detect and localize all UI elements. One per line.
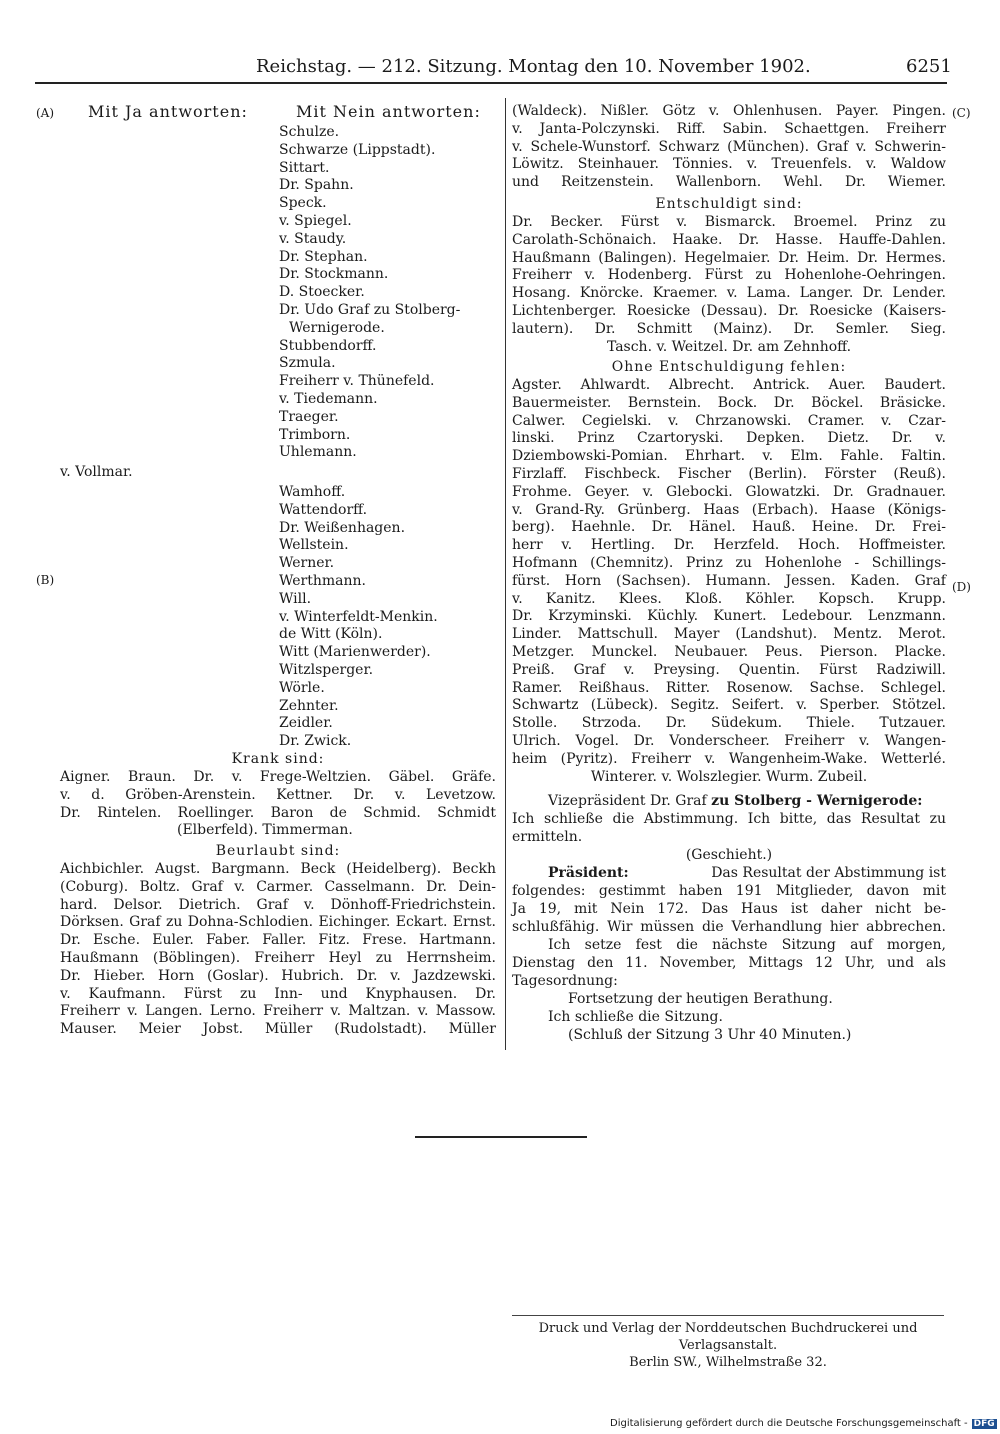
next-session-text xyxy=(512,937,946,990)
text-line: Schwartz (Lübeck). Segitz. Seifert. v. Sperber. Stötzel. xyxy=(512,697,946,714)
text-line: Löwitz. Steinhauer. Tönnies. v. Treuenfels. v. Waldow xyxy=(512,156,946,173)
end-rule xyxy=(415,1136,587,1138)
footer-text: Digitalisierung gefördert durch die Deutsche Forschungsgemeinschaft - xyxy=(610,1418,968,1429)
praesident-line xyxy=(548,865,946,883)
list-item: Speck. xyxy=(279,195,327,212)
list-item: v. Spiegel. xyxy=(279,212,352,229)
text-line: Tasch. v. Weitzel. Dr. am Zehnhoff. xyxy=(606,338,852,355)
text-line: Stolle. Strzoda. Dr. Südekum. Thiele. Tutzauer. xyxy=(512,715,946,732)
stage-direction: (Geschieht.) xyxy=(685,847,773,863)
nein-heading: Mit Nein antworten: xyxy=(296,102,481,121)
list-item: Wattendorff. xyxy=(279,501,368,518)
text-line: v. d. Gröben-Arenstein. Kettner. Dr. v. Levetzow. xyxy=(60,786,496,803)
text-line: Dienstag den 11. November, Mittags 12 Uhr, und als xyxy=(512,954,946,971)
page-header xyxy=(0,56,1000,80)
list-item: Schulze. xyxy=(279,124,340,140)
text-line: ermitteln. xyxy=(512,828,583,845)
list-item: v. Staudy. xyxy=(279,230,347,247)
text-line: berg). Haehnle. Dr. Hänel. Hauß. Heine. Dr. Frei- xyxy=(512,519,946,536)
closing-text: Ich schließe die Sitzung. xyxy=(548,1009,723,1025)
text-line: Aigner. Braun. Dr. v. Frege-Weltzien. Gäbel. Gräfe. xyxy=(60,769,496,785)
margin-mark-c: (C) xyxy=(952,106,971,120)
text-line: Hofmann (Chemnitz). Prinz zu Hohenlohe - Schillings- xyxy=(512,554,946,571)
list-item: Witt (Marienwerder). xyxy=(279,644,431,661)
text-line: Freiherr v. Langen. Lerno. Freiherr v. Maltzan. v. Massow. xyxy=(60,1003,496,1020)
text-line: Firzlaff. Fischbeck. Fischer (Berlin). Förster (Reuß). xyxy=(512,465,946,482)
text-line: v. Grand-Ry. Grünberg. Haas (Erbach). Haase (Königs- xyxy=(512,501,946,518)
speaker-name: zu Stolberg - Wernigerode: xyxy=(711,793,923,809)
list-item: D. Stoecker. xyxy=(279,284,365,301)
list-item: Dr. Stephan. xyxy=(279,248,368,265)
text-line: Haußmann (Böblingen). Freiherr Heyl zu Herrnsheim. xyxy=(60,949,496,966)
imprint-rule xyxy=(512,1315,944,1316)
list-item: Wamhoff. xyxy=(279,484,346,500)
list-item: Dr. Weißenhagen. xyxy=(279,519,406,536)
list-item: Wörle. xyxy=(279,679,325,696)
text-line: Tagesordnung: xyxy=(512,972,618,989)
ohne-list xyxy=(512,377,946,786)
text-line: v. Janta-Polczynski. Riff. Sabin. Schaettgen. Freiherr xyxy=(512,120,946,137)
list-item: v. Tiedemann. xyxy=(279,390,378,407)
list-item: Stubbendorff. xyxy=(279,337,377,354)
list-item: de Witt (Köln). xyxy=(279,626,383,643)
text-line: Freiherr v. Hodenberg. Fürst zu Hohenlohe-Oehringen. xyxy=(512,267,946,284)
list-item: Witzlsperger. xyxy=(279,661,374,678)
list-item: Wernigerode. xyxy=(289,319,385,336)
text-line: lautern). Dr. Schmitt (Mainz). Dr. Semler. Sieg. xyxy=(512,320,946,337)
text-line: Carolath-Schönaich. Haake. Dr. Hasse. Hauffe-Dahlen. xyxy=(512,231,946,248)
text-line: Aichbichler. Augst. Bargmann. Beck (Heidelberg). Beckh xyxy=(60,861,496,877)
text-line: schlußfähig. Wir müssen die Verhandlung hier abbrechen. xyxy=(512,918,946,935)
text-line: Dr. Krzyminski. Küchly. Kunert. Ledebour. Lenzmann. xyxy=(512,608,946,625)
margin-mark-d: (D) xyxy=(952,580,971,594)
list-item: Szmula. xyxy=(279,355,336,372)
imprint-line: Druck und Verlag der Norddeutschen Buchdruckerei und Verlagsanstalt. xyxy=(538,1321,918,1353)
text-line: (Coburg). Boltz. Graf v. Carmer. Casselmann. Dr. Dein- xyxy=(60,878,496,895)
text-line: Dr. Becker. Fürst v. Bismarck. Broemel. Prinz zu xyxy=(512,214,946,230)
list-item: Uhlemann. xyxy=(279,444,357,461)
text-line: Agster. Ahlwardt. Albrecht. Antrick. Auer. Baudert. xyxy=(512,377,946,393)
text-line: Ramer. Reißhaus. Ritter. Rosenow. Sachse. Schlegel. xyxy=(512,679,946,696)
text-line: Preiß. Graf v. Preysing. Quentin. Fürst Radziwill. xyxy=(512,661,946,678)
list-item: Zehnter. xyxy=(279,697,339,714)
text-line: Ich setze fest die nächste Sitzung auf morgen, xyxy=(548,937,946,953)
column-divider xyxy=(505,98,506,1050)
entschuldigt-heading: Entschuldigt sind: xyxy=(655,196,803,212)
text-line: und Reitzenstein. Wallenborn. Wehl. Dr. Wiemer. xyxy=(512,174,946,191)
text-line: Mauser. Meier Jobst. Müller (Rudolstadt). Müller xyxy=(60,1021,496,1038)
text-line: Ulrich. Vogel. Dr. Vonderscheer. Freiherr v. Wangen- xyxy=(512,732,946,749)
text-line: linski. Prinz Czartoryski. Depken. Dietz. Dr. v. xyxy=(512,430,946,447)
nein-list-1 xyxy=(279,124,460,462)
beurlaubt-list xyxy=(60,861,496,1039)
dfg-logo: DFG xyxy=(973,1419,995,1429)
list-item: Wellstein. xyxy=(279,537,349,554)
praesident-speech xyxy=(512,883,946,936)
text-line: Ich schließe die Abstimmung. Ich bitte, das Resultat zu xyxy=(512,811,946,827)
ohne-heading: Ohne Entschuldigung fehlen: xyxy=(611,359,847,375)
text-line: Ja 19, mit Nein 172. Das Haus ist daher nicht be- xyxy=(512,900,946,917)
text-line: Winterer. v. Wolszlegier. Wurm. Zubeil. xyxy=(590,768,868,785)
text-line: Calwer. Cegielski. v. Chrzanowski. Cramer. v. Czar- xyxy=(512,412,946,429)
text-line: Das Resultat der Abstimmung ist xyxy=(711,865,946,881)
text-line: (Waldeck). Nißler. Götz v. Ohlenhusen. Payer. Pingen. xyxy=(512,103,946,119)
digitization-footer xyxy=(610,1418,997,1429)
margin-mark-a: (A) xyxy=(36,106,55,120)
text-line: Dr. Hieber. Horn (Goslar). Hubrich. Dr. v. Jazdzewski. xyxy=(60,967,496,984)
ja-heading: Mit Ja antworten: xyxy=(88,102,248,121)
text-line: fürst. Horn (Sachsen). Humann. Jessen. Kaden. Graf xyxy=(512,572,946,589)
nein-list-2 xyxy=(279,484,438,751)
list-item: v. Winterfeldt-Menkin. xyxy=(279,608,438,625)
list-item: Schwarze (Lippstadt). xyxy=(279,141,436,158)
agenda-item: Fortsetzung der heutigen Berathung. xyxy=(568,991,833,1007)
beurlaubt-heading: Beurlaubt sind: xyxy=(215,843,341,859)
text-line: Dr. Rintelen. Roellinger. Baron de Schmid. Schmidt xyxy=(60,804,496,821)
list-item: Dr. Stockmann. xyxy=(279,266,389,283)
vizepraesident-speech xyxy=(512,811,946,847)
vizepraesident-line xyxy=(548,793,922,811)
text-line: Lichtenberger. Roesicke (Dessau). Dr. Roesicke (Kaisers- xyxy=(512,302,946,319)
text-line: (Elberfeld). Timmerman. xyxy=(177,822,353,839)
continued-list xyxy=(512,103,946,192)
text-line: v. Schele-Wunstorf. Schwarz (München). Graf v. Schwerin- xyxy=(512,138,946,155)
list-item: Sittart. xyxy=(279,159,330,176)
text-line: heim (Pyritz). Freiherr v. Wangenheim-Wake. Wetterlé. xyxy=(512,750,946,767)
ja-list-item: v. Vollmar. xyxy=(60,464,133,480)
text-line: Dziembowski-Pomian. Ehrhart. v. Elm. Fahle. Faltin. xyxy=(512,448,946,465)
page-number: 6251 xyxy=(906,56,952,77)
list-item: Traeger. xyxy=(279,408,339,425)
text-line: herr v. Hertling. Dr. Herzfeld. Hoch. Hoffmeister. xyxy=(512,537,946,554)
imprint xyxy=(512,1320,944,1371)
text-line: Haußmann (Balingen). Hegelmaier. Dr. Heim. Dr. Hermes. xyxy=(512,249,946,266)
text-line: hard. Delsor. Dietrich. Graf v. Dönhoff-Friedrichstein. xyxy=(60,896,496,913)
list-item: Zeidler. xyxy=(279,715,333,732)
text-line: Bauermeister. Bernstein. Bock. Dr. Böckel. Bräsicke. xyxy=(512,394,946,411)
krank-list xyxy=(60,769,496,840)
speaker-label: Präsident: xyxy=(548,865,629,881)
text-line: Hosang. Knörcke. Kraemer. v. Lama. Langer. Dr. Lender. xyxy=(512,285,946,302)
text-line: Dr. Esche. Euler. Faber. Faller. Fitz. Frese. Hartmann. xyxy=(60,932,496,949)
closing-time: (Schluß der Sitzung 3 Uhr 40 Minuten.) xyxy=(568,1027,852,1043)
text-line: Linder. Mattschull. Mayer (Landshut). Mentz. Merot. xyxy=(512,626,946,643)
entschuldigt-list xyxy=(512,214,946,356)
list-item: Dr. Zwick. xyxy=(279,733,352,750)
margin-mark-b: (B) xyxy=(36,573,55,587)
text-line: v. Kanitz. Klees. Kloß. Köhler. Kopsch. Krupp. xyxy=(512,590,946,607)
list-item: Trimborn. xyxy=(279,426,351,443)
list-item: Werner. xyxy=(279,555,335,572)
speaker-label: Vizepräsident Dr. Graf xyxy=(548,793,707,809)
list-item: Dr. Spahn. xyxy=(279,177,354,194)
krank-heading: Krank sind: xyxy=(231,751,325,767)
list-item: Dr. Udo Graf zu Stolberg- xyxy=(279,301,461,318)
list-item: Werthmann. xyxy=(279,572,366,589)
text-line: Metzger. Munckel. Neubauer. Peus. Pierson. Placke. xyxy=(512,643,946,660)
header-rule xyxy=(35,82,947,84)
text-line: Frohme. Geyer. v. Glebocki. Glowatzki. Dr. Gradnauer. xyxy=(512,483,946,500)
list-item: Freiherr v. Thünefeld. xyxy=(279,373,435,390)
running-title: Reichstag. — 212. Sitzung. Montag den 10. November 1902. xyxy=(256,56,811,77)
list-item: Will. xyxy=(279,590,312,607)
text-line: v. Kaufmann. Fürst zu Inn- und Knyphausen. Dr. xyxy=(60,985,496,1002)
text-line: folgendes: gestimmt haben 191 Mitglieder, davon mit xyxy=(512,883,946,899)
text-line: Dörksen. Graf zu Dohna-Schlodien. Eichinger. Eckart. Ernst. xyxy=(60,914,496,931)
imprint-line: Berlin SW., Wilhelmstraße 32. xyxy=(629,1355,827,1370)
